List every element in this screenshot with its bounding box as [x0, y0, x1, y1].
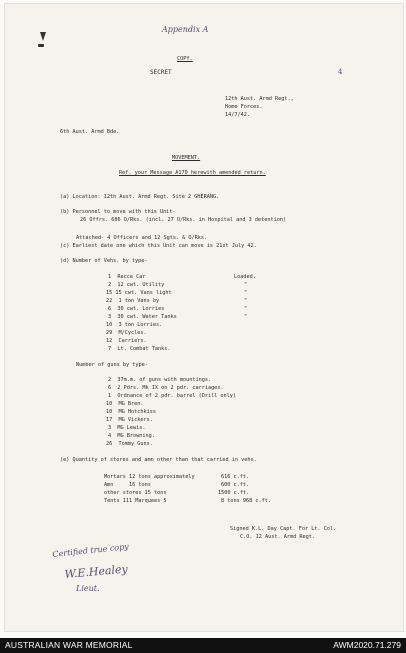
ditto-mark: " — [244, 298, 248, 304]
ditto-mark: " — [244, 290, 248, 296]
stores-qty: 600 c.ft. — [221, 482, 250, 488]
vehicle-line: 1 Recce Car — [108, 274, 146, 280]
gun-line: 2 37m.m. of guns with mountings. — [108, 377, 212, 383]
vehicle-line: 6 30 cwt. Lorries — [108, 306, 165, 312]
item-b-personnel-detail: 26 Offrs. 686 O/Rks. (incl. 27 O/Rks. in Hospital and 3 detention) — [80, 217, 287, 223]
gun-line: 10 MG Hotchkiss — [106, 409, 156, 415]
item-d-vehicles-heading: (d) Number of Vehs. by type- — [60, 258, 148, 264]
gun-line: 6 2 Pdrs. Mk IX on 2 pdr. carriages. — [108, 385, 224, 391]
ditto-mark: " — [244, 282, 248, 288]
forces-name: Home Forces. — [225, 104, 263, 110]
ditto-mark: " — [244, 314, 248, 320]
addressee: 6th Aust. Armd Bde. — [60, 129, 120, 135]
unit-name: 12th Aust. Armd Regt., — [225, 96, 294, 102]
item-a-location: (a) Location: 12th Aust. Armd Regt. Site 2 GHERANG. — [60, 194, 220, 200]
stores-item: Mortars 12 tons approximately — [104, 474, 195, 480]
vehicle-line: 22 1 ton Vans by — [106, 298, 160, 304]
ditto-mark: " — [244, 306, 248, 312]
handwritten-rank: Lieut. — [76, 584, 100, 593]
document-page — [4, 3, 404, 632]
gun-line: 3 MG Lewis. — [108, 425, 146, 431]
handwritten-certified: Certified true copy — [52, 541, 130, 559]
gun-line: 4 MG Browning. — [108, 433, 155, 439]
archive-footer — [0, 638, 406, 653]
vehicle-line: 7 Lt. Combat Tanks. — [108, 346, 171, 352]
document-date: 14/7/42. — [225, 112, 250, 118]
footer-institution: AUSTRALIAN WAR MEMORIAL — [5, 640, 133, 650]
vehicle-line: 29 M/Cycles. — [106, 330, 147, 336]
vehicle-line: 15 15 cwt. Vans light — [106, 290, 172, 296]
secret-stamp: SECRET — [150, 69, 172, 76]
gun-line: 17 MG Vickers. — [106, 417, 153, 423]
handwritten-page-number: 4 — [338, 68, 343, 76]
item-c-earliest-date: (c) Earliest date one which this Unit can move is 21st July 42. — [60, 243, 257, 249]
handwritten-appendix: Appendix A — [162, 25, 209, 34]
stores-qty: 1500 c.ft. — [218, 490, 250, 496]
item-e-stores-heading: (e) Quantity of stores and amn other than that carried in vehs. — [60, 457, 257, 463]
footer-accession-number: AWM2020.71.279 — [333, 640, 401, 650]
reference-line: Ref. your Message A170 herewith amended return. — [119, 170, 266, 176]
guns-heading: Number of guns by type- — [76, 362, 148, 368]
punch-mark — [38, 44, 44, 47]
vehicle-line: 2 12 cwt. Utility — [108, 282, 165, 288]
loaded-label: Loaded. — [234, 274, 256, 280]
gun-line: 1 Ordnance of 2 pdr. barrel (Drill only) — [108, 393, 237, 399]
stores-qty: 616 c.ft. — [221, 474, 250, 480]
stores-qty: 8 tons 968 c.ft. — [221, 498, 271, 504]
document-title: MOVEMENT. — [172, 155, 201, 161]
vehicle-line: 12 Carriers. — [106, 338, 147, 344]
vehicle-line: 10 3 ton Lorries. — [106, 322, 163, 328]
vehicle-line: 3 30 cwt. Water Tanks — [108, 314, 177, 320]
stores-item: Amn 16 tons — [104, 482, 151, 488]
signoff-line: Signed K.L. Day Capt. For Lt. Col. — [230, 526, 337, 532]
handwritten-signature: W.E.Healey — [64, 562, 129, 581]
attached-line: Attached- 4 Officers and 12 Sgts. & O/Rks. — [76, 235, 208, 241]
gun-line: 10 MG Bren. — [106, 401, 144, 407]
staple-mark — [40, 32, 46, 41]
stores-item: other stores 15 tons — [104, 490, 167, 496]
stores-item: Tents 111 Marquees 5 — [104, 498, 167, 504]
item-b-personnel: (b) Personnel to move with this Unit- — [60, 209, 176, 215]
signoff-line: C.O. 12 Aust. Armd Regt. — [240, 534, 315, 540]
copy-heading: COPY. — [177, 56, 193, 62]
gun-line: 26 Tommy Guns. — [106, 441, 153, 447]
